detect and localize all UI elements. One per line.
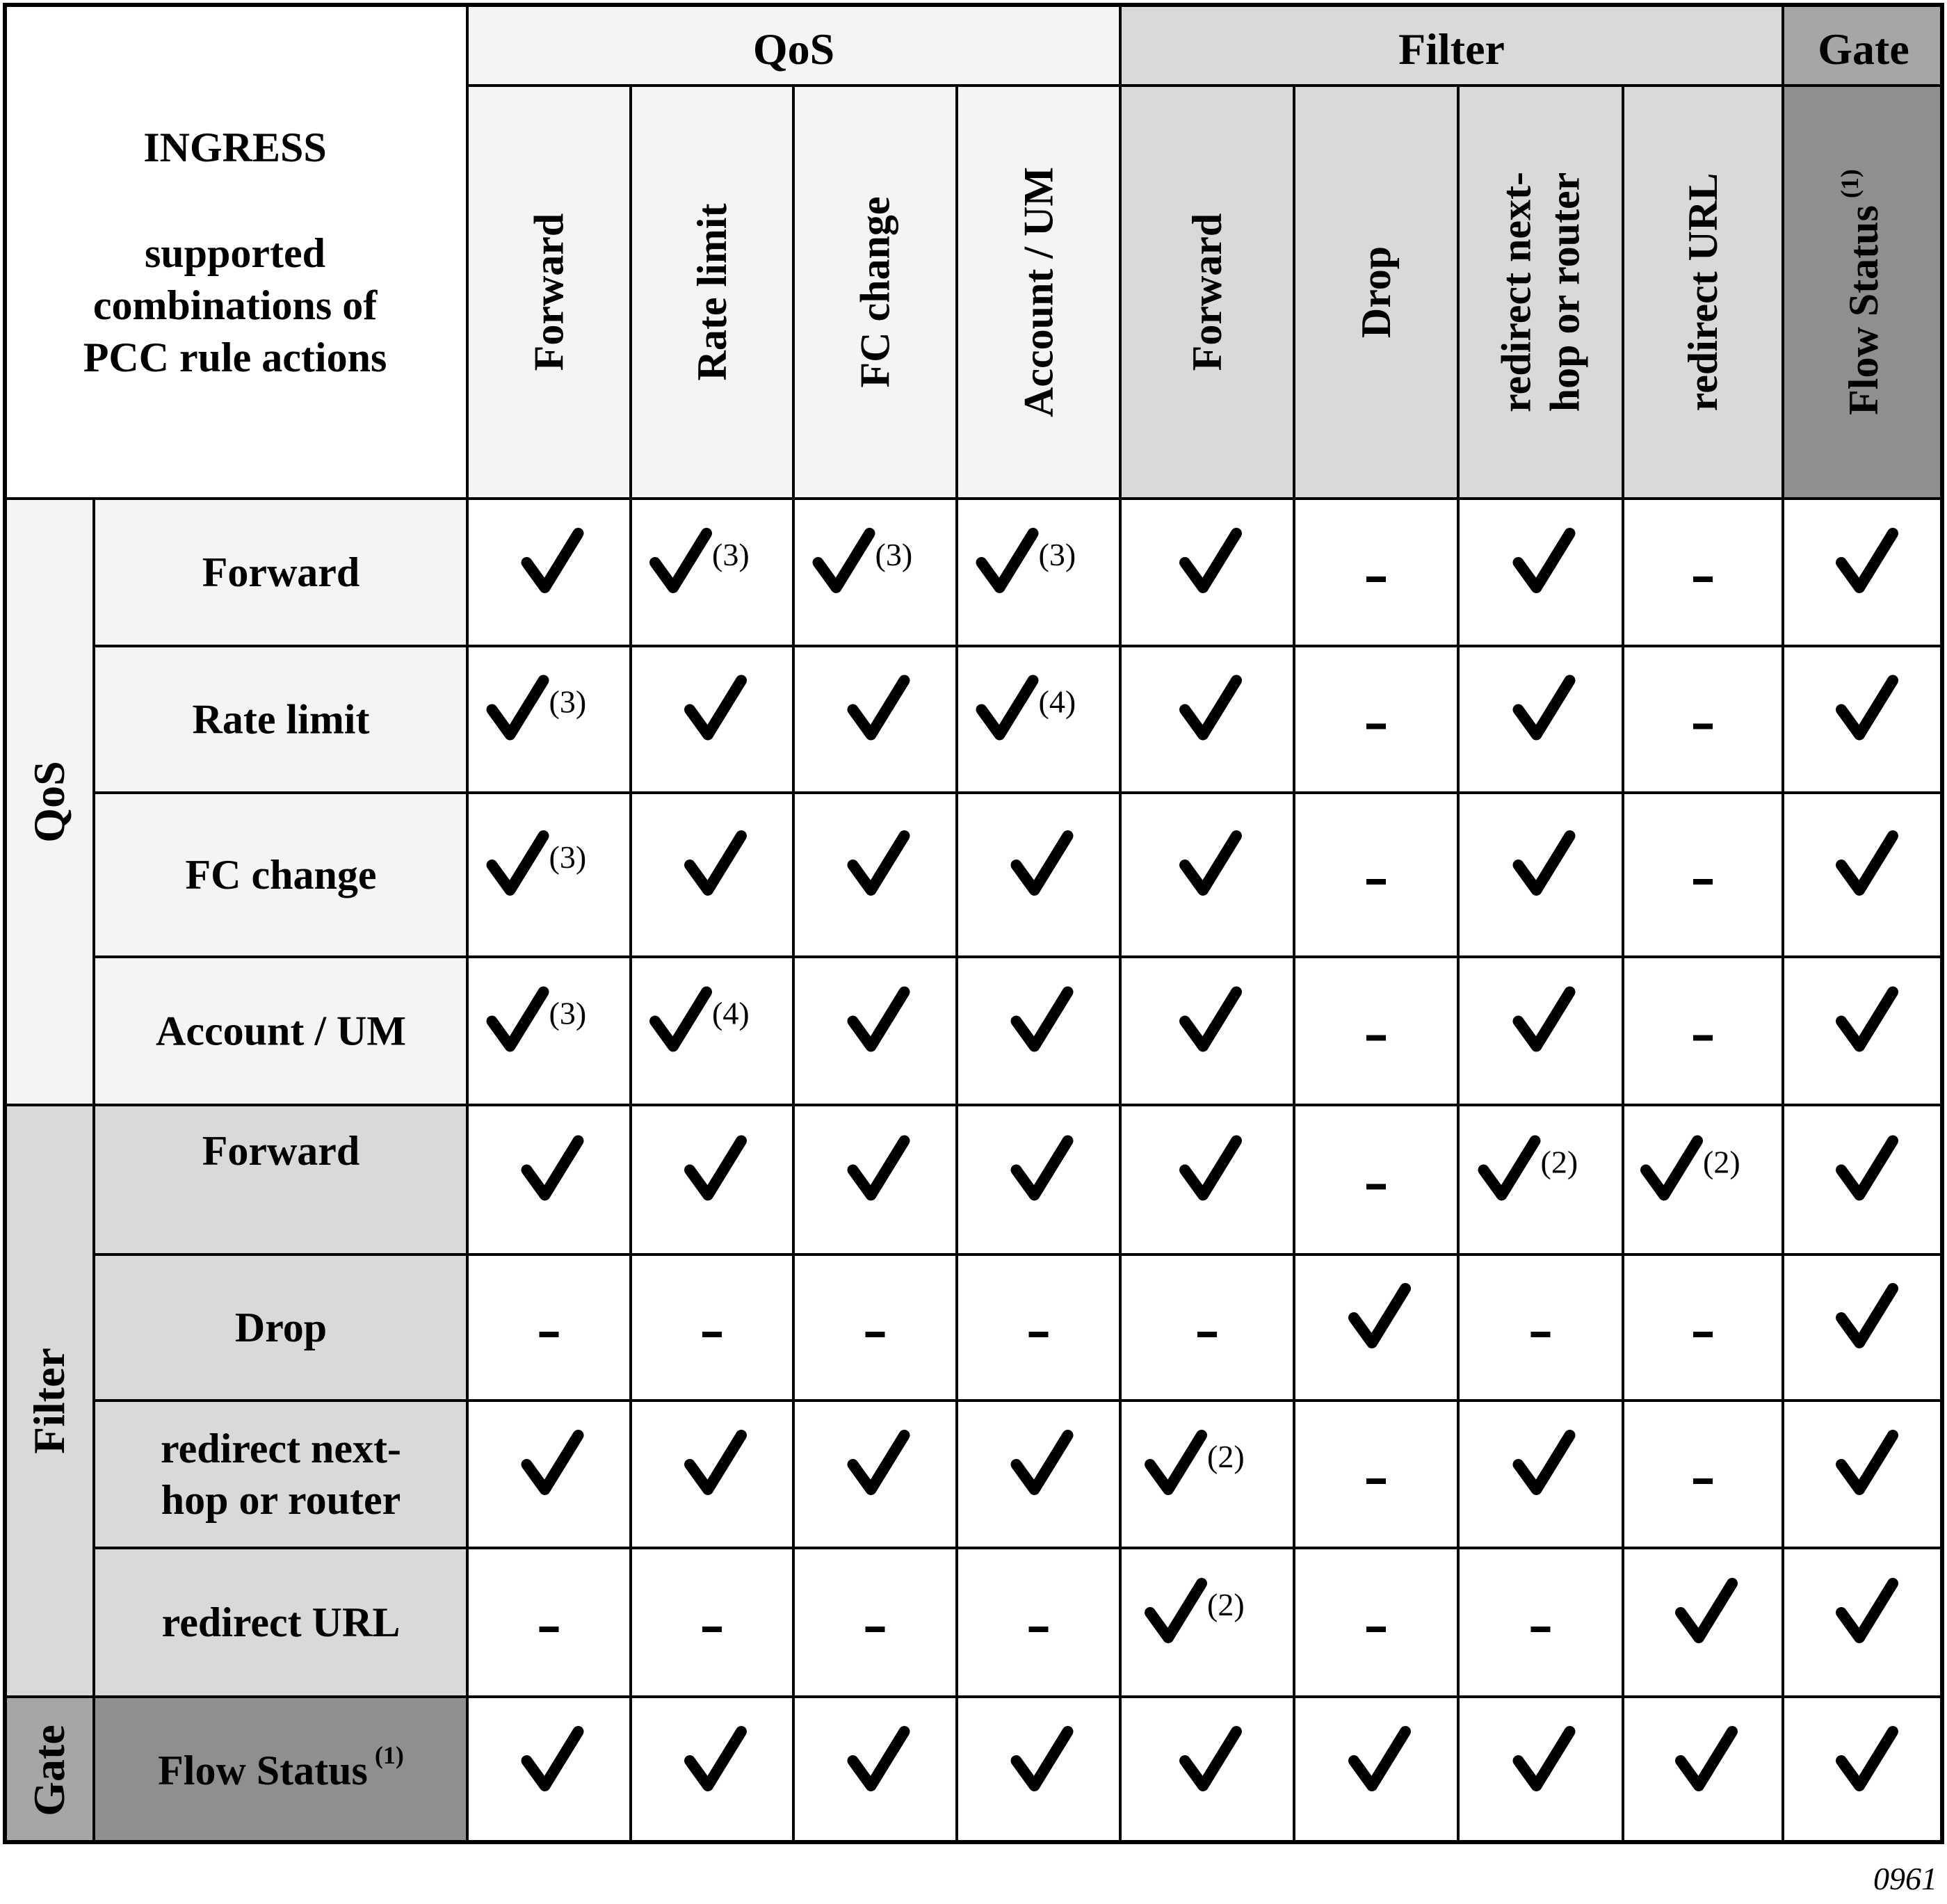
check-icon [1017,1435,1068,1490]
check-icon [527,1141,579,1195]
matrix-cell [1150,1435,1245,1490]
check-icon [1017,836,1068,890]
matrix-cell [1519,681,1570,735]
row-header-text: Flow Status $^{(1)}$ [158,1741,404,1793]
dash-icon [1531,1332,1551,1337]
dash-icon [1366,879,1386,885]
check-icon [1841,1141,1893,1195]
column-header-text: Rate limit [689,203,735,381]
check-icon [982,533,1033,588]
matrix-cell [690,1435,741,1490]
corner-title-line: INGRESS [143,124,327,170]
row-header-text: FC change [185,852,377,898]
dash-icon [1366,1184,1386,1190]
figure-id: 0961 [1873,1861,1937,1896]
column-header [689,204,735,381]
matrix-cell [1366,1478,1386,1484]
row-header [193,697,370,743]
check-icon [1354,1732,1405,1786]
check-icon [527,1435,579,1490]
matrix-cell [1366,1184,1386,1190]
matrix-cell [853,836,905,890]
row-header [202,549,360,595]
column-group-label: QoS [752,24,835,74]
matrix-cell [1017,1435,1068,1490]
column-header-text: FC change [852,196,898,388]
check-icon [527,533,579,588]
column-header [1353,246,1399,338]
row-header-text: redirect URL [161,1599,401,1645]
matrix-cell [1185,1141,1236,1195]
matrix-cell [1185,836,1236,890]
matrix-cell [1519,1732,1570,1786]
dash-icon [1531,1627,1551,1632]
matrix-cell [853,1435,905,1490]
cell-footnote: (3) [875,537,913,572]
column-header [1836,169,1887,415]
check-icon [1841,1732,1893,1786]
dash-icon [1197,1332,1217,1337]
matrix-cell [853,1141,905,1195]
matrix-cell [1185,533,1236,588]
dash-icon [702,1332,722,1337]
matrix-cell [492,681,587,735]
check-icon [982,681,1033,735]
check-icon [655,992,706,1047]
matrix-cell [1185,992,1236,1047]
matrix-cell [1185,1732,1236,1786]
cell-footnote: (2) [1207,1587,1245,1622]
matrix-cell [853,1732,905,1786]
matrix-cell [702,1332,722,1337]
dash-icon [1693,1035,1713,1041]
matrix-cell [1366,1627,1386,1632]
check-icon [1519,681,1570,735]
check-icon [1185,533,1236,588]
check-icon [1519,1732,1570,1786]
check-icon [1841,1435,1893,1490]
matrix-cell [1841,1583,1893,1638]
matrix-cell [690,1141,741,1195]
matrix-cell [1519,533,1570,588]
matrix-cell [527,1732,579,1786]
matrix-cell [1646,1141,1740,1195]
column-header [1184,213,1230,371]
column-header-bg [1458,86,1623,499]
matrix-cell [1354,1732,1405,1786]
dash-icon [866,1627,885,1632]
check-icon [1519,533,1570,588]
row-header [202,1128,360,1174]
matrix-cell [1029,1627,1049,1632]
check-icon [690,1141,741,1195]
row-header [156,1008,406,1054]
dash-icon [540,1332,559,1337]
corner-title-line: supported [144,230,326,276]
column-header-text: Drop [1353,245,1399,339]
row-group-label-text: Gate [24,1725,74,1816]
matrix-cell [1693,879,1713,885]
column-header [526,213,572,371]
check-icon [527,1732,579,1786]
dash-icon [1366,1478,1386,1484]
check-icon [1681,1583,1732,1638]
matrix-cell [527,533,579,588]
check-icon [1354,1289,1405,1343]
check-icon [1681,1732,1732,1786]
check-icon [690,681,741,735]
row-group-label-text: QoS [24,761,74,843]
cell-footnote: (3) [549,995,587,1031]
matrix-cell [853,992,905,1047]
matrix-canvas [3,3,1944,1844]
pcc-rule-action-matrix [3,3,1944,1844]
matrix-cell [1366,724,1386,729]
row-header-text: Forward [202,549,360,595]
matrix-cell [1693,724,1713,729]
matrix-cell [1029,1332,1049,1337]
row-group-label [24,1725,74,1816]
matrix-cell [1693,1478,1713,1484]
cell-footnote: (3) [549,684,587,720]
matrix-cell [527,1435,579,1490]
corner-title [83,124,387,380]
matrix-cell [702,1627,722,1632]
cell-footnote: (2) [1703,1144,1740,1180]
check-icon [1841,681,1893,735]
matrix-cell [866,1627,885,1632]
matrix-cell [1681,1732,1732,1786]
matrix-cell [1519,836,1570,890]
dash-icon [540,1627,559,1632]
column-header-text: redirect URL [1680,172,1726,412]
matrix-cell [690,681,741,735]
matrix-cell [853,681,905,735]
cell-footnote: (2) [1540,1144,1578,1180]
check-icon [690,836,741,890]
row-header [186,852,377,898]
row-header-text: Account / UM [156,1008,406,1054]
dash-icon [1366,1035,1386,1041]
matrix-cell [1681,1583,1732,1638]
cell-footnote: (4) [1038,684,1076,720]
cell-footnote: (3) [549,839,587,875]
check-icon [1841,1289,1893,1343]
column-header-text: redirect next- [1493,172,1540,412]
check-icon [818,533,870,588]
check-icon [1017,1732,1068,1786]
check-icon [1841,1583,1893,1638]
dash-icon [1693,1478,1713,1484]
row-group-label [24,761,74,842]
matrix-cell [1841,1732,1893,1786]
matrix-cell [1693,576,1713,582]
matrix-cell [1017,836,1068,890]
row-header-text: Drop [234,1305,328,1350]
matrix-cell [1366,879,1386,885]
check-icon [853,1141,905,1195]
column-header [1680,173,1726,412]
matrix-cell [1017,992,1068,1047]
dash-icon [1693,576,1713,582]
cell-footnote: (2) [1207,1439,1245,1474]
matrix-cell [1017,1732,1068,1786]
matrix-cell [1017,1141,1068,1195]
matrix-cell [1841,836,1893,890]
dash-icon [1029,1627,1049,1632]
column-header-text: Forward [1184,213,1230,371]
row-header-text: redirect next- [161,1426,401,1471]
matrix-cell [1693,1332,1713,1337]
row-header [162,1599,401,1645]
matrix-cell [818,533,913,588]
matrix-cell [655,992,750,1047]
cell-footnote: (3) [712,537,750,572]
column-header-text: hop or router [1542,172,1588,412]
check-icon [690,1732,741,1786]
matrix-cell [492,992,587,1047]
check-icon [853,836,905,890]
column-header [853,197,898,388]
matrix-cell [1519,1435,1570,1490]
matrix-cell [1531,1332,1551,1337]
cell-footnote: (4) [712,995,750,1031]
dash-icon [702,1627,722,1632]
dash-icon [1693,879,1713,885]
matrix-cell [1354,1289,1405,1343]
check-icon [1519,836,1570,890]
column-group-label: Filter [1398,24,1505,74]
matrix-cell [1150,1583,1245,1638]
row-header [158,1741,404,1793]
check-icon [1150,1583,1202,1638]
check-icon [1841,533,1893,588]
column-header-text: Flow Status$^{(1)}$ [1836,169,1887,415]
check-icon [853,992,905,1047]
row-group-label [24,1348,74,1454]
column-group-label: Gate [1818,24,1909,74]
matrix-cell [1366,1035,1386,1041]
check-icon [655,533,706,588]
check-icon [1519,992,1570,1047]
check-icon [492,681,544,735]
check-icon [1150,1435,1202,1490]
check-icon [1519,1435,1570,1490]
matrix-cell [540,1332,559,1337]
matrix-cell [1519,992,1570,1047]
dash-icon [1366,724,1386,729]
check-icon [853,1732,905,1786]
check-icon [492,992,544,1047]
matrix-cell [655,533,750,588]
check-icon [1841,992,1893,1047]
check-icon [853,1435,905,1490]
matrix-cell [690,1732,741,1786]
row-group-label-text: Filter [24,1348,74,1454]
check-icon [1484,1141,1535,1195]
matrix-cell [1841,1435,1893,1490]
check-icon [1841,836,1893,890]
check-icon [1017,1141,1068,1195]
matrix-cell [540,1627,559,1632]
dash-icon [1693,724,1713,729]
matrix-cell [1841,1141,1893,1195]
check-icon [1185,836,1236,890]
corner-title-line: combinations of [92,282,378,328]
check-icon [1646,1141,1697,1195]
column-header-text: Forward [526,213,572,371]
row-header-text: Forward [202,1128,360,1174]
check-icon [492,836,544,890]
check-icon [1017,992,1068,1047]
dash-icon [1029,1332,1049,1337]
matrix-cell [1841,992,1893,1047]
column-header-text: Account / UM [1015,167,1062,417]
check-icon [1185,681,1236,735]
matrix-cell [1197,1332,1217,1337]
corner-title-line: PCC rule actions [83,334,387,380]
matrix-cell [1185,681,1236,735]
matrix-cell [982,533,1076,588]
matrix-cell [1693,1035,1713,1041]
check-icon [690,1435,741,1490]
check-icon [1185,992,1236,1047]
dash-icon [1366,1627,1386,1632]
column-header [1016,167,1062,417]
check-icon [1185,1732,1236,1786]
matrix-cell [1366,576,1386,582]
check-icon [853,681,905,735]
row-header-text: Rate limit [192,696,370,743]
matrix-cell [1531,1627,1551,1632]
matrix-cell [527,1141,579,1195]
matrix-cell [1841,681,1893,735]
cell-footnote: (3) [1038,537,1076,572]
matrix-cell [1841,533,1893,588]
dash-icon [866,1332,885,1337]
matrix-cell [1484,1141,1578,1195]
check-icon [1185,1141,1236,1195]
matrix-cell [982,681,1076,735]
matrix-cell [492,836,587,890]
dash-icon [1366,576,1386,582]
row-header-text: hop or router [161,1477,401,1523]
matrix-cell [866,1332,885,1337]
matrix-cell [1841,1289,1893,1343]
matrix-cell [690,836,741,890]
row-header [235,1305,327,1350]
dash-icon [1693,1332,1713,1337]
